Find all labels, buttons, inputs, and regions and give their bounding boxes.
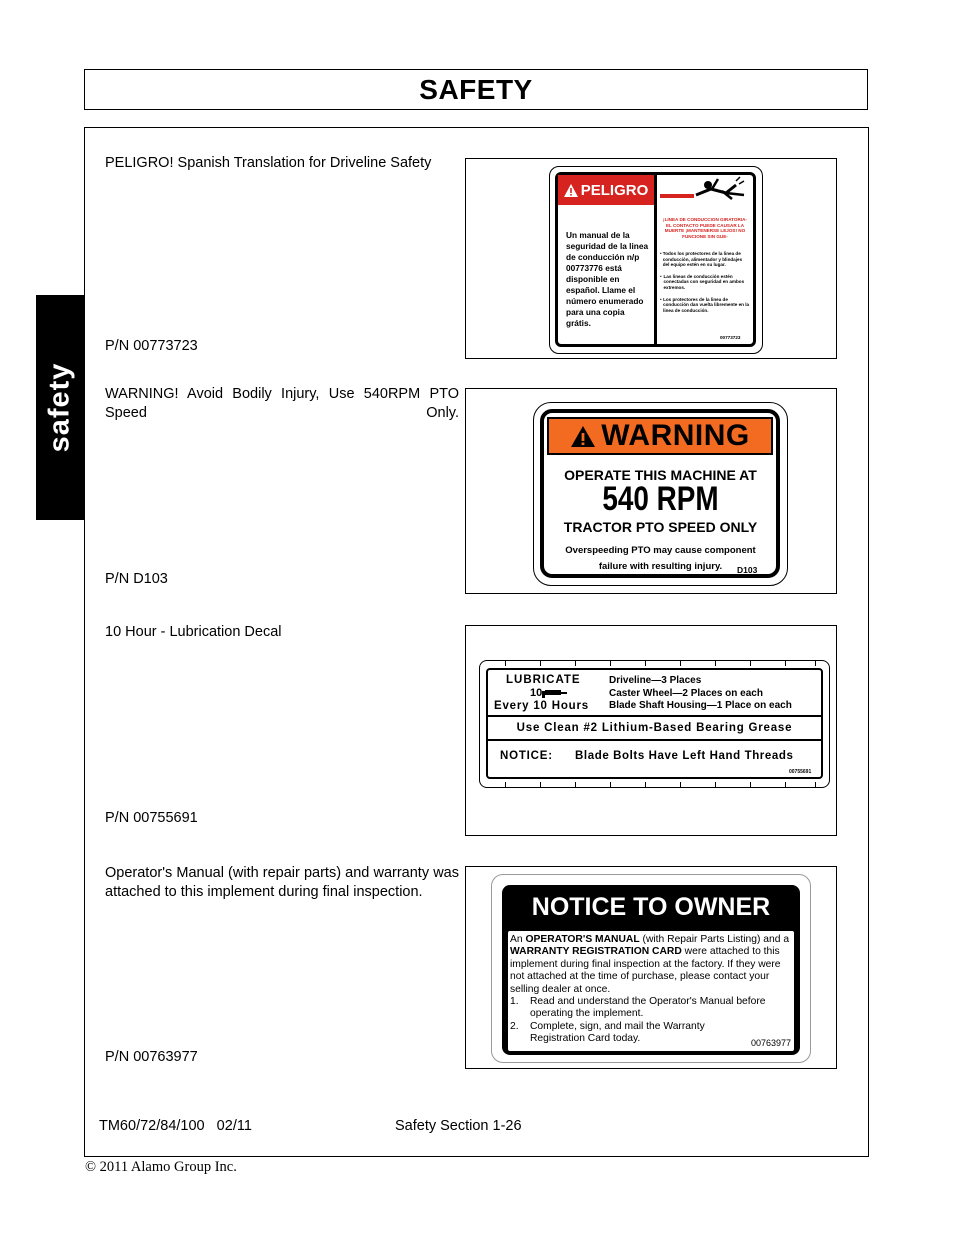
section-description: Operator's Manual (with repair parts) and warranty was attached to this implement during final inspection.	[105, 865, 459, 900]
part-number: P/N D103	[105, 571, 168, 587]
section-description: PELIGRO! Spanish Translation for Driveline Safety	[105, 155, 432, 171]
footer-section: Safety Section 1-26	[395, 1118, 522, 1134]
decal-panel	[465, 388, 837, 594]
decal-panel	[465, 158, 837, 359]
peligro-bullets: • Todos los protectores de la linea de conducción, alimentador y blindajes del equipo estén en su lugar. • Las lineas de conducción estén conectadas con seguridad en ambos extremos. • Los protectores de la linea de conducción dan vuelta libremente en la linea de conducción.	[660, 251, 750, 313]
entanglement-pictogram	[656, 175, 753, 205]
decal-code: D103	[737, 565, 758, 575]
grease-gun-icon: 10	[530, 687, 568, 699]
notice-banner: NOTICE TO OWNER	[531, 892, 771, 921]
side-tab-label: safety	[43, 362, 76, 453]
peligro-banner: PELIGRO	[558, 175, 654, 205]
decal-code: 00773723	[720, 335, 741, 340]
lubricate-decal	[479, 660, 830, 788]
warning-small2: failure with resulting injury.	[598, 561, 723, 572]
decal-code: 00763977	[751, 1038, 792, 1048]
notice-intro: An OPERATOR'S MANUAL (with Repair Parts Listing) and a WARRANTY REGISTRATION CARD were attached to this implement during final inspection at the factory. If they were not attached at the time of purchase, please contact your selling dealer at once.	[510, 934, 790, 995]
warning-line3: TRACTOR PTO SPEED ONLY	[563, 519, 758, 535]
section-description: WARNING! Avoid Bodily Injury, Use 540RPM PTO Speed Only.	[105, 386, 459, 421]
peligro-decal	[549, 166, 763, 354]
decal-code: 00755691	[789, 769, 812, 775]
warning-banner: WARNING	[547, 417, 773, 455]
grease-instruction: Use Clean #2 Lithium-Based Bearing Grease	[516, 722, 793, 734]
decal-panel	[465, 625, 837, 836]
person-entanglement-icon	[656, 175, 753, 205]
notice-decal	[491, 874, 811, 1063]
part-number: P/N 00763977	[105, 1049, 198, 1065]
lubricate-title: LUBRICATE	[506, 674, 581, 686]
footer-copyright: © 2011 Alamo Group Inc.	[85, 1159, 237, 1175]
part-number: P/N 00773723	[105, 338, 198, 354]
page-title: SAFETY	[419, 74, 533, 105]
peligro-red-heading: ¡LINEA DE CONDUCCION GIRATORIA- EL CONTACTO PUEDE CAUSAR LA MUERTE ¡MANTENERSE LEJOS! NO FUNCIONE SIN GUE-	[663, 217, 747, 239]
warning-triangle-icon	[570, 425, 596, 448]
lubricate-every: Every 10 Hours	[494, 700, 589, 712]
decal-panel	[465, 866, 837, 1069]
notice-text: Blade Bolts Have Left Hand Threads	[575, 750, 794, 762]
rpm-value: 540 RPM	[602, 480, 719, 518]
notice-label: NOTICE:	[500, 750, 553, 762]
lubricate-top-row	[488, 670, 821, 715]
lubricate-places: Driveline—3 Places Caster Wheel—2 Places on each Blade Shaft Housing—1 Place on each	[609, 675, 792, 711]
list-item: 1. Read and understand the Operator's Manual before operating the implement.	[510, 996, 766, 1020]
warning-line1: OPERATE THIS MACHINE AT	[564, 467, 757, 483]
list-item: 2. Complete, sign, and mail the Warranty Registration Card today.	[510, 1020, 705, 1045]
warning-small1: Overspeeding PTO may cause component	[565, 545, 756, 556]
warning-triangle-icon	[564, 184, 578, 197]
part-number: P/N 00755691	[105, 810, 198, 826]
section-description: 10 Hour - Lubrication Decal	[105, 624, 282, 640]
warning-decal	[533, 402, 788, 586]
peligro-left-text: Un manual de la seguridad de la linea de conducción n/p 00773776 está disponible en español. Llame el número enumerado para una copia grátis.	[566, 230, 649, 328]
footer-model: TM60/72/84/100 02/11	[99, 1118, 252, 1134]
notice-list	[510, 996, 792, 1046]
